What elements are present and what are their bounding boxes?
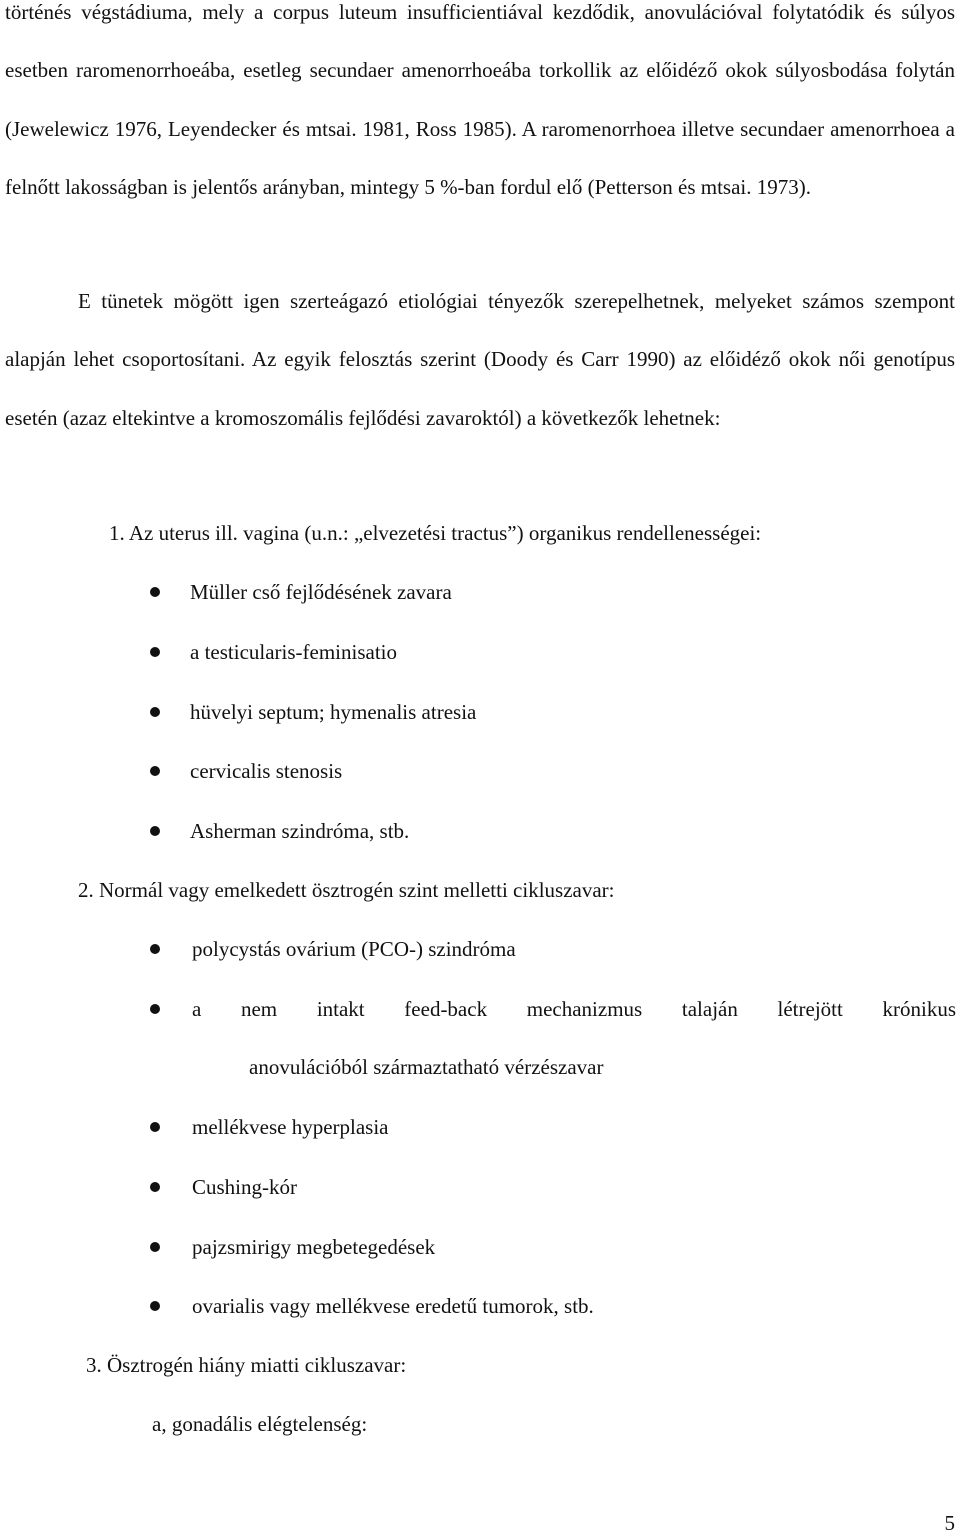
list-item-continuation: anovulációból származtatható vérzészavar <box>249 1055 604 1079</box>
list-item-text: a testicularis-feminisatio <box>190 640 398 664</box>
bullet-icon <box>150 766 160 776</box>
paragraph-etiology: E tünetek mögött igen szerteágazó etiológiai tényezők szerepelhetnek, melyeket számos szempont alapján lehet csoportosítani. Az egyik felosztás szerint (Doody és Carr 1990) az előidéző okok női genotípus esetén (azaz eltekintve a kromoszomális fejlődési zavaroktól) a következők lehetnek: <box>5 289 955 430</box>
bullet-icon <box>150 707 160 717</box>
paragraph-intro: történés végstádiuma, mely a corpus luteum insufficientiával kezdődik, anovulációval folytatódik és súlyos esetben raromenorrhoeába, esetleg secundaer amenorrhoeába torkollik az előidéző okok súlyosbodása folytán (Jewelewicz 1976, Leyendecker és mtsai. 1981, Ross 1985). A raromenorrhoea illetve secundaer amenorrhoea a felnőtt lakosságban is jelentős arányban, mintegy 5 %-ban fordul elő (Petterson és mtsai. 1973). <box>5 0 955 200</box>
list-item-text: a nem intakt feed-back mechanizmus talaján létrejött krónikus <box>192 997 956 1021</box>
bullet-icon <box>150 1004 160 1014</box>
page-number: 5 <box>944 1511 955 1535</box>
bullet-icon <box>150 1242 160 1252</box>
bullet-icon <box>150 826 160 836</box>
list-item-text: polycystás ovárium (PCO-) szindróma <box>192 937 516 961</box>
list-item-text: hüvelyi septum; hymenalis atresia <box>190 700 477 724</box>
list-item-text: cervicalis stenosis <box>190 759 343 783</box>
bullet-icon <box>150 1301 160 1311</box>
section-3-heading: 3. Ösztrogén hiány miatti cikluszavar: <box>86 1353 407 1377</box>
bullet-icon <box>150 1182 160 1192</box>
bullet-icon <box>150 587 160 597</box>
section-3-subheading: a, gonadális elégtelenség: <box>152 1412 368 1436</box>
bullet-icon <box>150 647 160 657</box>
list-item-text: Asherman szindróma, stb. <box>190 819 410 843</box>
list-item-text: pajzsmirigy megbetegedések <box>192 1235 436 1259</box>
section-2-heading: 2. Normál vagy emelkedett ösztrogén szint melletti cikluszavar: <box>78 878 615 902</box>
section-1-heading: 1. Az uterus ill. vagina (u.n.: „elvezetési tractus”) organikus rendellenességei: <box>109 521 762 545</box>
bullet-icon <box>150 1122 160 1132</box>
bullet-icon <box>150 944 160 954</box>
list-item-text: ovarialis vagy mellékvese eredetű tumorok, stb. <box>192 1294 594 1318</box>
list-item-text: Müller cső fejlődésének zavara <box>190 580 452 604</box>
list-item-text: Cushing-kór <box>192 1175 297 1199</box>
list-item-text: mellékvese hyperplasia <box>192 1115 389 1139</box>
